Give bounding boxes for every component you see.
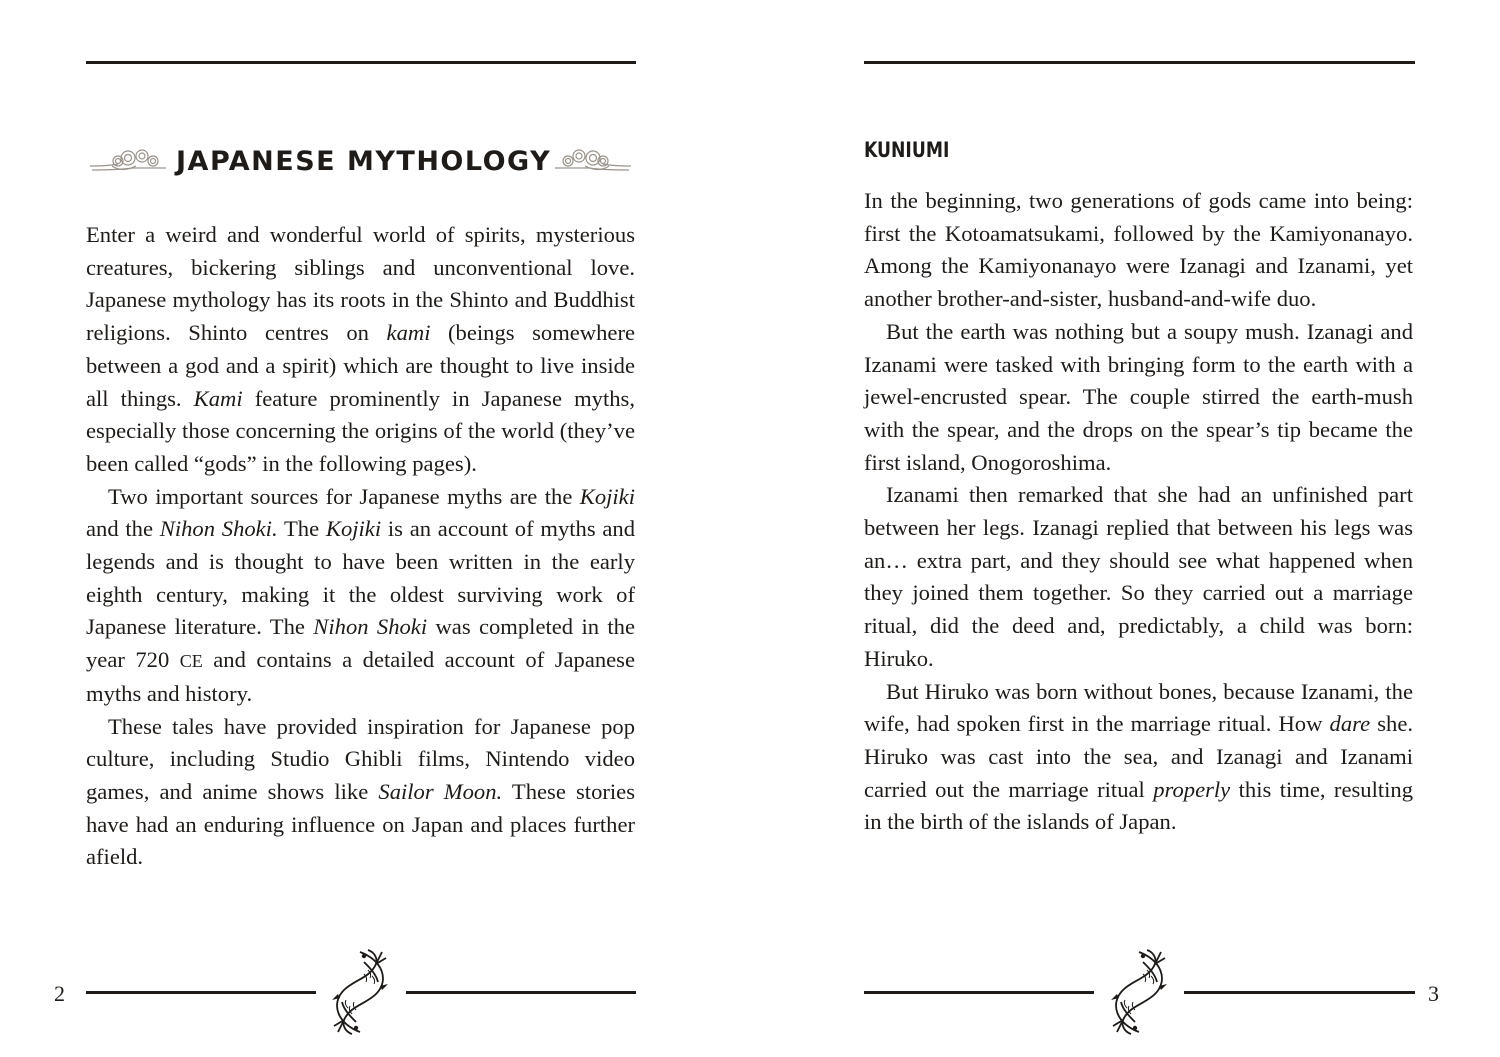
cloud-icon <box>88 144 168 178</box>
paragraph: Izanami then remarked that she had an unfinished part between her legs. Izanagi replied that between his legs was an… extra part, and they should see what happened when they joined them together. So they carried out a marriage ritual, did the deed and, predictably, a child was born: Hiruko. <box>864 482 1413 671</box>
paragraph: Enter a weird and wonderful world of spirits, mysterious creatures, bickering siblings and unconventional love. Japanese mythology has its roots in the Shinto and Buddhist religions. Shinto centres on kami (beings somewhere between a god and a spirit) which are thought to live inside all things. Kami feature prominently in Japanese myths, especially those concerning the origins of the world (they’ve been called “gods” in the following pages). <box>86 222 635 476</box>
paragraph: But Hiruko was born without bones, because Izanami, the wife, had spoken first in the marriage ritual. How dare she. Hiruko was cast into the sea, and Izanagi and Izanami carried out the marriage ritual properly this time, resulting in the birth of the islands of Japan. <box>864 678 1414 835</box>
page-number: 3 <box>1428 981 1439 1006</box>
right-footer-rule <box>1184 991 1415 994</box>
left-top-rule <box>86 61 636 64</box>
section-title: KUNIUMI <box>864 138 950 162</box>
paragraph: Two important sources for Japanese myths are the Kojiki and the Nihon Shoki. The Kojiki is an account of myths and legends and is thought to have been written in the early eighth century, making it the oldest surviving work of Japanese literature. The Nihon Shoki was completed in the year 720 CE and contains a detailed account of Japanese myths and history. <box>86 483 636 706</box>
right-top-rule <box>864 61 1415 64</box>
left-footer-rule <box>406 991 636 994</box>
left-page-body <box>86 219 635 874</box>
page-title: JAPANESE MYTHOLOGY <box>176 146 552 177</box>
paragraph: In the beginning, two generations of gods came into being: first the Kotoamatsukami, followed by the Kamiyonanayo. Among the Kamiyonanayo were Izanagi and Izanami, yet another brother-and-sister, husband-and-wife duo. <box>864 188 1413 312</box>
paragraph: These tales have provided inspiration for Japanese pop culture, including Studio Ghibli films, Nintendo video games, and anime shows like Sailor Moon. These stories have had an enduring influence on Japan and places further afield. <box>86 713 636 870</box>
paragraph: But the earth was nothing but a soupy mush. Izanagi and Izanami were tasked with bringing form to the earth with a jewel-encrusted spear. The couple stirred the earth-mush with the spear, and the drops on the spear’s tip became the first island, Onogoroshima. <box>864 318 1413 475</box>
koi-fish-icon <box>320 946 400 1038</box>
page-number: 2 <box>54 981 65 1006</box>
cloud-icon <box>552 144 634 178</box>
right-page-body <box>864 185 1413 839</box>
koi-fish-icon <box>1099 946 1179 1038</box>
left-footer-rule <box>86 991 316 994</box>
right-footer-rule <box>864 991 1094 994</box>
